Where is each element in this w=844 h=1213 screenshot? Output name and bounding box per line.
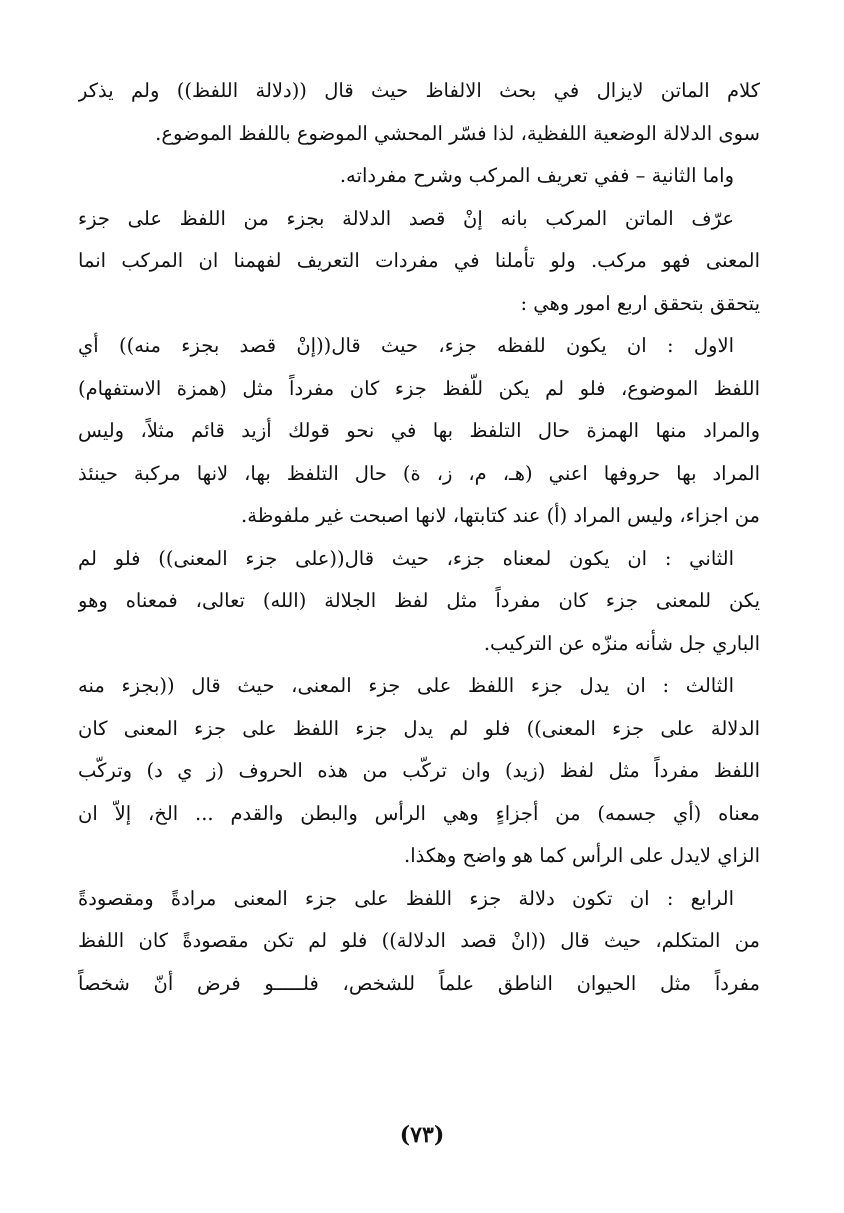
text-line-12: الثاني : ان يكون لمعناه جزء، حيث قال((على جزء المعنى)) فلو لم xyxy=(78,546,734,570)
body-text xyxy=(78,70,760,1005)
text-line-9: والمراد منها الهمزة حال التلفظ بها في نحو قولك أزيد قائم مثلاً، وليس xyxy=(78,419,760,442)
text-line-11: من اجزاء، وليس المراد (أ) عند كتابتها، لانها اصبحت غير ملفوظة. xyxy=(241,504,760,527)
text-line-5: المعنى فهو مركب. ولو تأملنا في مفردات التعريف لفهمنا ان المركب انما xyxy=(78,249,760,272)
text-line-3: واما الثانية – ففي تعريف المركب وشرح مفرداته. xyxy=(339,164,734,187)
text-line-14: الباري جل شأنه منزّه عن التركيب. xyxy=(483,631,760,655)
text-line-8: اللفظ الموضوع، فلو لم يكن للّفظ جزء كان مفرداً مثل (همزة الاستفهام) xyxy=(78,376,760,400)
text-line-2: سوى الدلالة الوضعية اللفظية، لذا فسّر المحشي الموضوع باللفظ الموضوع. xyxy=(155,121,760,145)
text-line-6: يتحقق بتحقق اربع امور وهي : xyxy=(520,291,760,315)
text-line-1: كلام الماتن لايزال في بحث الالفاظ حيث قال ((دلالة اللفظ)) ولم يذكر xyxy=(78,79,760,102)
text-line-20: الرابع : ان تكون دلالة جزء اللفظ على جزء المعنى مرادةً ومقصودةً xyxy=(78,886,734,910)
text-line-21: من المتكلم، حيث قال ((انْ قصد الدلالة)) فلو لم تكن مقصودةً كان اللفظ xyxy=(78,929,760,952)
text-line-4: عرّف الماتن المركب بانه إنْ قصد الدلالة بجزء من اللفظ على جزء xyxy=(78,206,734,230)
text-line-10: المراد بها حروفها اعني (هـ، م، ز، ة) حال التلفظ بها، لانها مركبة حينئذ xyxy=(78,461,760,485)
text-line-16: الدلالة على جزء المعنى)) فلو لم يدل جزء اللفظ على جزء المعنى كان xyxy=(78,716,760,740)
text-line-13: يكن للمعنى جزء كان مفرداً مثل لفظ الجلالة (الله) تعالى، فمعناه وهو xyxy=(78,589,760,612)
text-line-15: الثالث : ان يدل جزء اللفظ على جزء المعنى، حيث قال ((بجزء منه xyxy=(78,674,734,697)
page-number: (٧٣) xyxy=(399,1122,445,1148)
text-line-22: مفرداً مثل الحيوان الناطق علماً للشخص، فلـــــو فرض أنّ شخصاً xyxy=(78,971,760,995)
text-line-7: الاول : ان يكون للفظه جزء، حيث قال((إنْ قصد بجزء منه)) أي xyxy=(78,334,734,357)
text-line-19: الزاي لايدل على الرأس كما هو واضح وهكذا. xyxy=(404,844,760,867)
text-line-18: معناه (أي جسمه) من أجزاءٍ وهي الرأس والبطن والقدم ... الخ، إلاّ ان xyxy=(78,801,760,825)
text-line-17: اللفظ مفرداً مثل لفظ (زيد) وان تركّب من هذه الحروف (ز ي د) وتركّب xyxy=(78,759,760,782)
